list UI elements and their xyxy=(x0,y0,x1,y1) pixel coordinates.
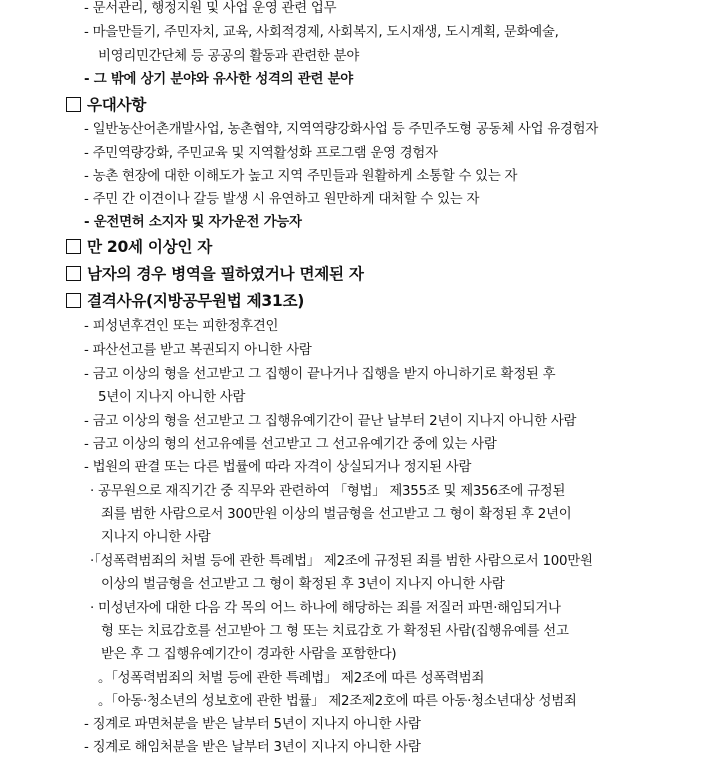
section-heading xyxy=(66,290,304,312)
checkbox-icon xyxy=(66,293,81,308)
section-heading-label: 우대사항 xyxy=(87,96,147,114)
text-line: - 문서관리, 행정지원 및 사업 운영 관련 업무 xyxy=(84,1,337,16)
text-line: 지나지 아니한 사람 xyxy=(101,530,211,545)
text-line: - 마을만들기, 주민자치, 교육, 사회적경제, 사회복지, 도시재생, 도시계획, 문화예술, xyxy=(84,25,559,40)
text-line: 。「성폭력범죄의 처벌 등에 관한 특례법」 제2조에 따른 성폭력범죄 xyxy=(98,671,485,686)
text-line: - 금고 이상의 형의 선고유예를 선고받고 그 선고유예기간 중에 있는 사람 xyxy=(84,437,497,452)
section-heading xyxy=(66,263,364,285)
text-line: - 농촌 현장에 대한 이해도가 높고 지역 주민들과 원활하게 소통할 수 있는 자 xyxy=(84,169,518,184)
text-line: 이상의 벌금형을 선고받고 그 형이 확정된 후 3년이 지나지 아니한 사람 xyxy=(101,577,505,592)
text-line: · 공무원으로 재직기간 중 직무와 관련하여 「형법」 제355조 및 제356조에 규정된 xyxy=(90,484,566,499)
text-line: - 금고 이상의 형을 선고받고 그 집행유예기간이 끝난 날부터 2년이 지나지 아니한 사람 xyxy=(84,414,577,429)
text-line: - 징계로 해임처분을 받은 날부터 3년이 지나지 아니한 사람 xyxy=(84,740,421,755)
section-heading-label: 남자의 경우 병역을 필하였거나 면제된 자 xyxy=(87,265,364,283)
section-heading-label: 만 20세 이상인 자 xyxy=(87,238,213,256)
checkbox-icon xyxy=(66,239,81,254)
text-line: 비영리민간단체 등 공공의 활동과 관련한 분야 xyxy=(98,49,360,64)
text-line: - 운전면허 소지자 및 자가운전 가능자 xyxy=(84,215,302,230)
text-line: - 피성년후견인 또는 피한정후견인 xyxy=(84,319,279,334)
text-line: - 주민역량강화, 주민교육 및 지역활성화 프로그램 운영 경험자 xyxy=(84,146,438,161)
text-line: - 주민 간 이견이나 갈등 발생 시 유연하고 원만하게 대처할 수 있는 자 xyxy=(84,192,480,207)
checkbox-icon xyxy=(66,266,81,281)
section-heading xyxy=(66,236,212,258)
text-line: - 법원의 판결 또는 다른 법률에 따라 자격이 상실되거나 정지된 사람 xyxy=(84,460,472,475)
text-line: 죄를 범한 사람으로서 300만원 이상의 벌금형을 선고받고 그 형이 확정된 후 2년이 xyxy=(101,507,572,522)
text-line: · 미성년자에 대한 다음 각 목의 어느 하나에 해당하는 죄를 저질러 파면·해임되거나 xyxy=(90,601,561,616)
text-line: 형 또는 치료감호를 선고받아 그 형 또는 치료감호 가 확정된 사람(집행유예를 선고 xyxy=(101,624,569,639)
text-line: - 금고 이상의 형을 선고받고 그 집행이 끝나거나 집행을 받지 아니하기로 확정된 후 xyxy=(84,367,556,382)
section-heading xyxy=(66,94,146,116)
text-line: - 일반농산어촌개발사업, 농촌협약, 지역역량강화사업 등 주민주도형 공동체 사업 유경험자 xyxy=(84,122,599,137)
text-line: - 그 밖에 상기 분야와 유사한 성격의 관련 분야 xyxy=(84,72,353,87)
section-heading-label: 결격사유(지방공무원법 제31조) xyxy=(87,292,305,310)
text-line: - 징계로 파면처분을 받은 날부터 5년이 지나지 아니한 사람 xyxy=(84,717,421,732)
text-line: 5년이 지나지 아니한 사람 xyxy=(98,390,246,405)
checkbox-icon xyxy=(66,97,81,112)
text-line: 받은 후 그 집행유예기간이 경과한 사람을 포함한다) xyxy=(101,647,397,662)
text-line: ·「성폭력범죄의 처벌 등에 관한 특례법」 제2조에 규정된 죄를 범한 사람으로서 100만원 xyxy=(90,554,593,569)
text-line: - 파산선고를 받고 복권되지 아니한 사람 xyxy=(84,343,312,358)
text-line: 。「아동·청소년의 성보호에 관한 법률」 제2조제2호에 따른 아동·청소년대상 성범죄 xyxy=(98,694,577,709)
